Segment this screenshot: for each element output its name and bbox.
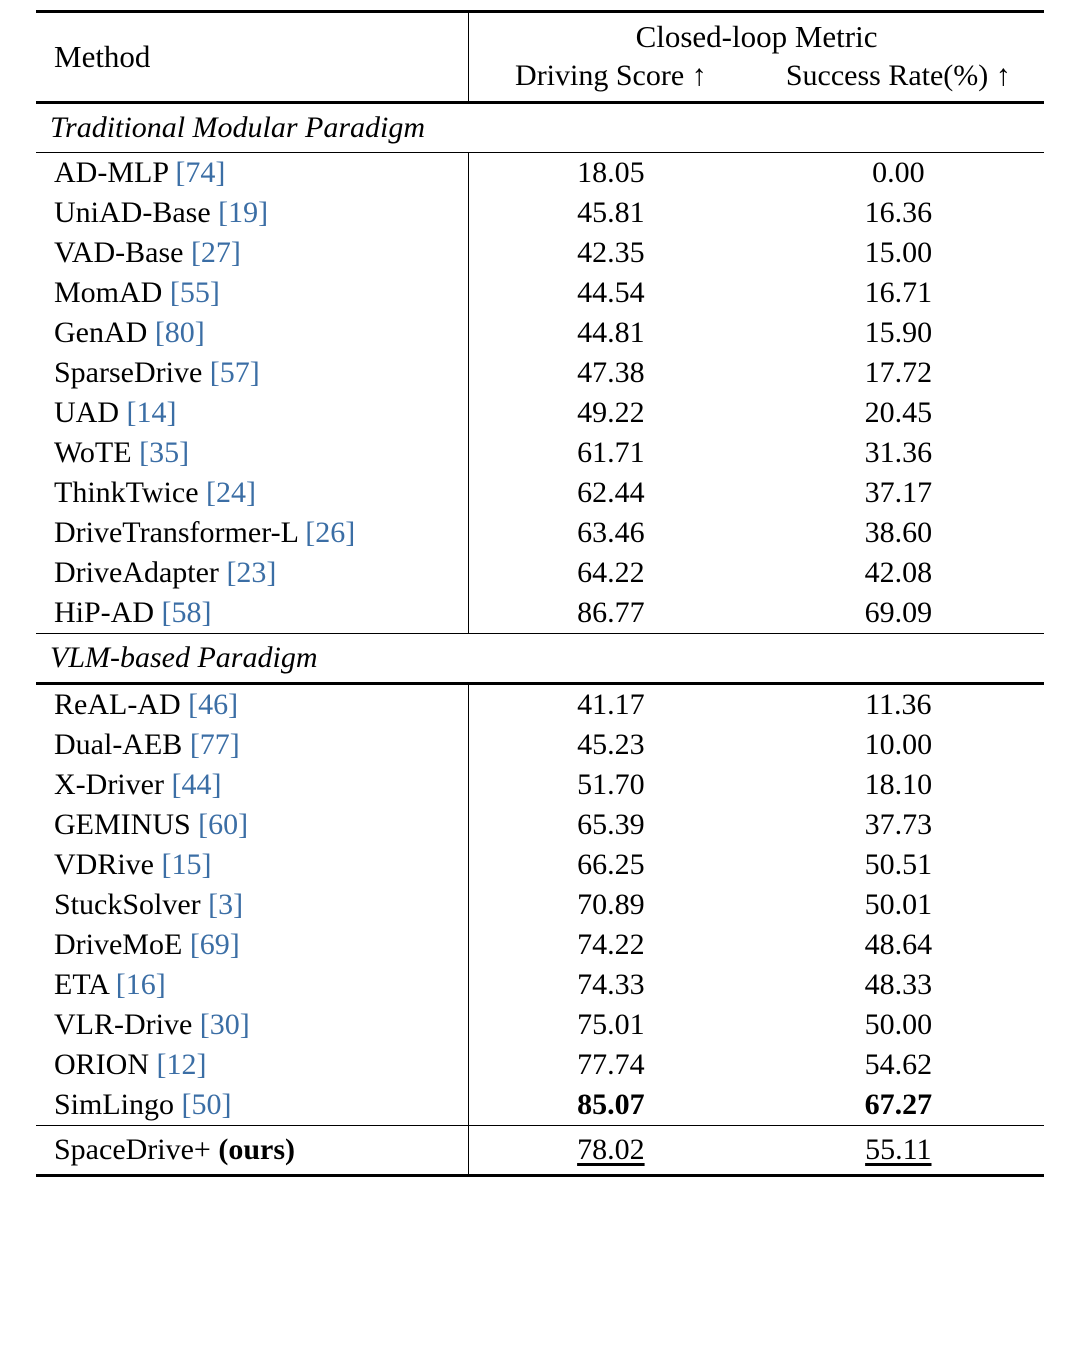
method-name: GenAD <box>54 316 148 349</box>
success-rate-cell: 17.72 <box>864 356 933 389</box>
header-group-closed-loop: Closed-loop Metric <box>469 13 1044 57</box>
method-cell <box>36 513 466 553</box>
driving-score-cell: 49.22 <box>469 393 753 433</box>
driving-score-cell: 74.22 <box>469 925 753 965</box>
method-cell <box>36 1085 466 1126</box>
method-name: VLR-Drive <box>54 1008 193 1041</box>
method-cell <box>36 273 466 313</box>
table-row <box>36 513 1044 553</box>
success-rate-cell: 18.10 <box>864 768 933 801</box>
method-cell <box>36 233 466 273</box>
method-cell <box>36 845 466 885</box>
method-name: Dual-AEB <box>54 728 183 761</box>
method-cell <box>36 1045 466 1085</box>
citation-ref[interactable]: [19] <box>218 196 269 229</box>
success-rate-cell: 37.17 <box>864 476 933 509</box>
success-rate-cell: 50.51 <box>864 848 933 881</box>
citation-ref[interactable]: [55] <box>169 276 220 309</box>
section-header-row <box>36 634 1044 684</box>
success-rate-cell: 42.08 <box>864 556 933 589</box>
method-cell <box>36 353 466 393</box>
citation-ref[interactable]: [16] <box>115 968 166 1001</box>
driving-score-cell: 77.74 <box>469 1045 753 1085</box>
driving-score-cell: 45.23 <box>469 725 753 765</box>
table-row <box>36 1005 1044 1045</box>
method-name: UAD <box>54 396 119 429</box>
method-cell <box>36 393 466 433</box>
method-name: SimLingo <box>54 1088 175 1121</box>
method-name: ReAL-AD <box>54 688 181 721</box>
success-rate-cell: 37.73 <box>864 808 933 841</box>
driving-score-cell: 44.54 <box>469 273 753 313</box>
driving-score-cell: 75.01 <box>469 1005 753 1045</box>
citation-ref[interactable]: [60] <box>198 808 249 841</box>
header-success-rate: Success Rate(%) ↑ <box>785 59 1011 92</box>
success-rate-cell: 10.00 <box>864 728 933 761</box>
table-row <box>36 353 1044 393</box>
success-rate-cell: 0.00 <box>872 156 925 189</box>
method-cell <box>36 553 466 593</box>
citation-ref[interactable]: [58] <box>161 596 212 629</box>
table-row <box>36 725 1044 765</box>
method-name: SpaceDrive+ <box>54 1133 211 1166</box>
driving-score-cell: 70.89 <box>469 885 753 925</box>
table-row <box>36 433 1044 473</box>
method-name: ORION <box>54 1048 149 1081</box>
citation-ref[interactable]: [50] <box>181 1088 232 1121</box>
table-row <box>36 273 1044 313</box>
success-rate-cell: 67.27 <box>864 1088 933 1121</box>
citation-ref[interactable]: [26] <box>305 516 356 549</box>
citation-ref[interactable]: [80] <box>154 316 205 349</box>
driving-score-cell: 45.81 <box>469 193 753 233</box>
method-name: ETA <box>54 968 109 1001</box>
table-row <box>36 393 1044 433</box>
success-rate-cell: 48.33 <box>864 968 933 1001</box>
driving-score-cell: 61.71 <box>469 433 753 473</box>
method-cell <box>36 593 466 634</box>
table-row <box>36 765 1044 805</box>
table-row <box>36 965 1044 1005</box>
ours-tag: (ours) <box>218 1133 296 1166</box>
method-name: SparseDrive <box>54 356 203 389</box>
method-name: DriveAdapter <box>54 556 219 589</box>
section-label-traditional: Traditional Modular Paradigm <box>50 111 426 144</box>
method-cell <box>36 925 466 965</box>
citation-ref[interactable]: [77] <box>189 728 240 761</box>
table-row <box>36 805 1044 845</box>
table-row <box>36 233 1044 273</box>
table-header-row <box>36 13 1044 57</box>
success-rate-cell: 20.45 <box>864 396 933 429</box>
success-rate-cell: 11.36 <box>865 688 932 721</box>
driving-score-cell: 63.46 <box>469 513 753 553</box>
driving-score-cell: 41.17 <box>469 685 753 725</box>
driving-score-cell: 86.77 <box>469 593 753 634</box>
citation-ref[interactable]: [46] <box>188 688 239 721</box>
method-name: VDRive <box>54 848 154 881</box>
driving-score-cell: 47.38 <box>469 353 753 393</box>
citation-ref[interactable]: [3] <box>208 888 244 921</box>
method-name: UniAD-Base <box>54 196 211 229</box>
success-rate-cell: 15.90 <box>864 316 933 349</box>
driving-score-cell: 64.22 <box>469 553 753 593</box>
table-row <box>36 313 1044 353</box>
table-row <box>36 193 1044 233</box>
citation-ref[interactable]: [69] <box>189 928 240 961</box>
citation-ref[interactable]: [24] <box>206 476 257 509</box>
success-rate-cell: 55.11 <box>865 1133 932 1166</box>
citation-ref[interactable]: [30] <box>199 1008 250 1041</box>
method-name: MomAD <box>54 276 163 309</box>
header-method: Method <box>54 39 151 74</box>
method-name: VAD-Base <box>54 236 184 269</box>
results-table <box>36 10 1044 1177</box>
success-rate-cell: 16.36 <box>864 196 933 229</box>
table-row <box>36 553 1044 593</box>
citation-ref[interactable]: [23] <box>226 556 277 589</box>
table-row-ours <box>36 1126 1044 1176</box>
citation-ref[interactable]: [57] <box>209 356 260 389</box>
success-rate-cell: 69.09 <box>864 596 933 629</box>
method-name: AD-MLP <box>54 156 168 189</box>
method-name: HiP-AD <box>54 596 155 629</box>
success-rate-cell: 50.01 <box>864 888 933 921</box>
method-cell <box>36 885 466 925</box>
table-row <box>36 473 1044 513</box>
driving-score-cell: 18.05 <box>469 153 753 193</box>
success-rate-cell: 38.60 <box>864 516 933 549</box>
method-cell <box>36 473 466 513</box>
driving-score-cell: 78.02 <box>469 1126 753 1176</box>
method-cell <box>36 153 466 193</box>
method-cell <box>36 313 466 353</box>
method-name: GEMINUS <box>54 808 191 841</box>
citation-ref[interactable]: [14] <box>126 396 177 429</box>
citation-ref[interactable]: [27] <box>190 236 241 269</box>
method-cell <box>36 965 466 1005</box>
method-cell <box>36 193 466 233</box>
success-rate-cell: 15.00 <box>864 236 933 269</box>
method-name: ThinkTwice <box>54 476 199 509</box>
driving-score-cell: 85.07 <box>469 1085 753 1126</box>
method-cell <box>36 765 466 805</box>
success-rate-cell: 31.36 <box>864 436 933 469</box>
table-row <box>36 1045 1044 1085</box>
method-name: X-Driver <box>54 768 164 801</box>
section-header-row <box>36 104 1044 153</box>
method-name: StuckSolver <box>54 888 201 921</box>
success-rate-cell: 50.00 <box>864 1008 933 1041</box>
driving-score-cell: 74.33 <box>469 965 753 1005</box>
method-name: DriveTransformer-L <box>54 516 298 549</box>
driving-score-cell: 42.35 <box>469 233 753 273</box>
table-row <box>36 845 1044 885</box>
method-cell <box>36 433 466 473</box>
method-name: DriveMoE <box>54 928 183 961</box>
driving-score-cell: 66.25 <box>469 845 753 885</box>
table-row <box>36 1085 1044 1126</box>
method-cell <box>36 725 466 765</box>
table-row <box>36 885 1044 925</box>
section-label-vlm: VLM-based Paradigm <box>50 641 318 674</box>
success-rate-cell: 16.71 <box>864 276 933 309</box>
citation-ref[interactable]: [74] <box>175 156 226 189</box>
citation-ref[interactable]: [44] <box>171 768 222 801</box>
table-row <box>36 153 1044 193</box>
method-name: WoTE <box>54 436 132 469</box>
method-cell <box>36 805 466 845</box>
table-row <box>36 593 1044 634</box>
method-cell <box>36 1005 466 1045</box>
citation-ref[interactable]: [12] <box>156 1048 207 1081</box>
method-cell <box>36 685 466 725</box>
driving-score-cell: 65.39 <box>469 805 753 845</box>
method-cell-ours <box>36 1126 466 1176</box>
driving-score-cell: 51.70 <box>469 765 753 805</box>
citation-ref[interactable]: [35] <box>139 436 190 469</box>
table-row <box>36 925 1044 965</box>
success-rate-cell: 54.62 <box>864 1048 933 1081</box>
citation-ref[interactable]: [15] <box>161 848 212 881</box>
header-driving-score: Driving Score ↑ <box>469 57 753 103</box>
paper-table-page <box>0 10 1080 1366</box>
success-rate-cell: 48.64 <box>864 928 933 961</box>
driving-score-cell: 44.81 <box>469 313 753 353</box>
table-row <box>36 685 1044 725</box>
driving-score-cell: 62.44 <box>469 473 753 513</box>
